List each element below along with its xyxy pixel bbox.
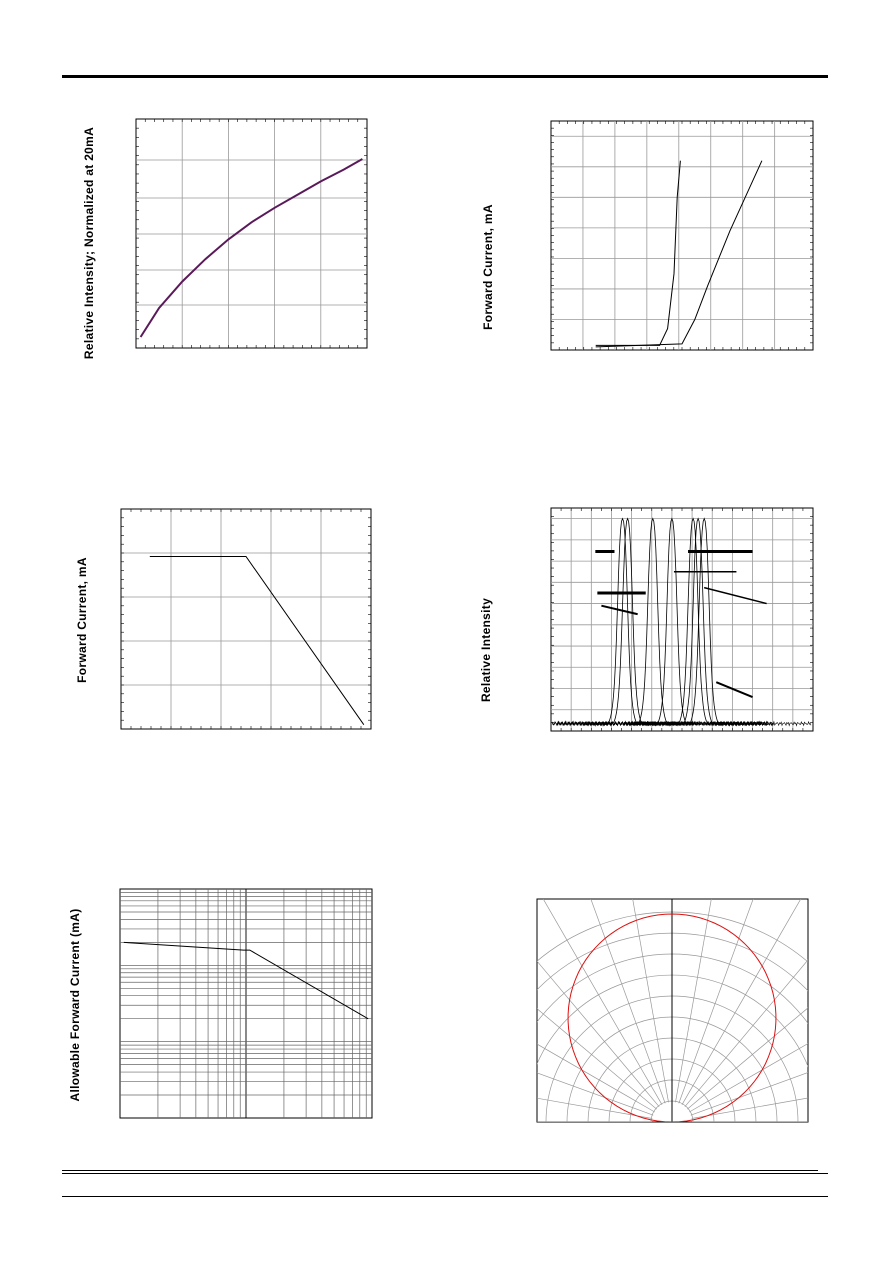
series-line [596, 161, 681, 346]
chart-allowable-current-pulse [120, 889, 372, 1118]
polar-spoke [679, 746, 809, 1103]
spectrum-curve [557, 519, 698, 726]
chart-intensity-vs-current [136, 119, 367, 348]
callout-line [704, 588, 766, 604]
y-axis-label: Allowable Forward Current (mA) [68, 908, 82, 1102]
chart-spectral-distribution [551, 508, 813, 731]
polar-spoke [366, 865, 657, 1109]
spectrum-curve [601, 519, 741, 726]
polar-spoke [682, 776, 872, 1105]
polar-spoke [535, 746, 665, 1103]
chart-radiation-pattern [272, 722, 892, 1122]
y-axis-label: Relative Intensity; Normalized at 20mA [82, 126, 96, 360]
y-axis-label: Forward Current, mA [75, 557, 89, 683]
plot-frame [551, 508, 813, 731]
plot-frame [551, 121, 813, 350]
callout-line [716, 682, 752, 697]
plot-frame [136, 119, 367, 348]
callout-line [601, 606, 637, 614]
chart-forward-current-vs-voltage [551, 121, 813, 350]
polar-spoke [296, 985, 653, 1115]
polar-spoke [689, 922, 892, 1112]
polar-spoke [687, 865, 892, 1109]
polar-spoke [685, 816, 892, 1107]
polar-grid [272, 722, 892, 1122]
polar-spoke [326, 922, 655, 1112]
y-axis-label: Forward Current, mA [481, 204, 495, 330]
polar-spoke [472, 776, 662, 1105]
chart-forward-current-vs-temperature [121, 509, 371, 729]
polar-spoke [691, 985, 892, 1115]
plot-frame [121, 509, 371, 729]
y-axis-label: Relative Intensity [479, 597, 493, 703]
series-line [141, 159, 363, 337]
